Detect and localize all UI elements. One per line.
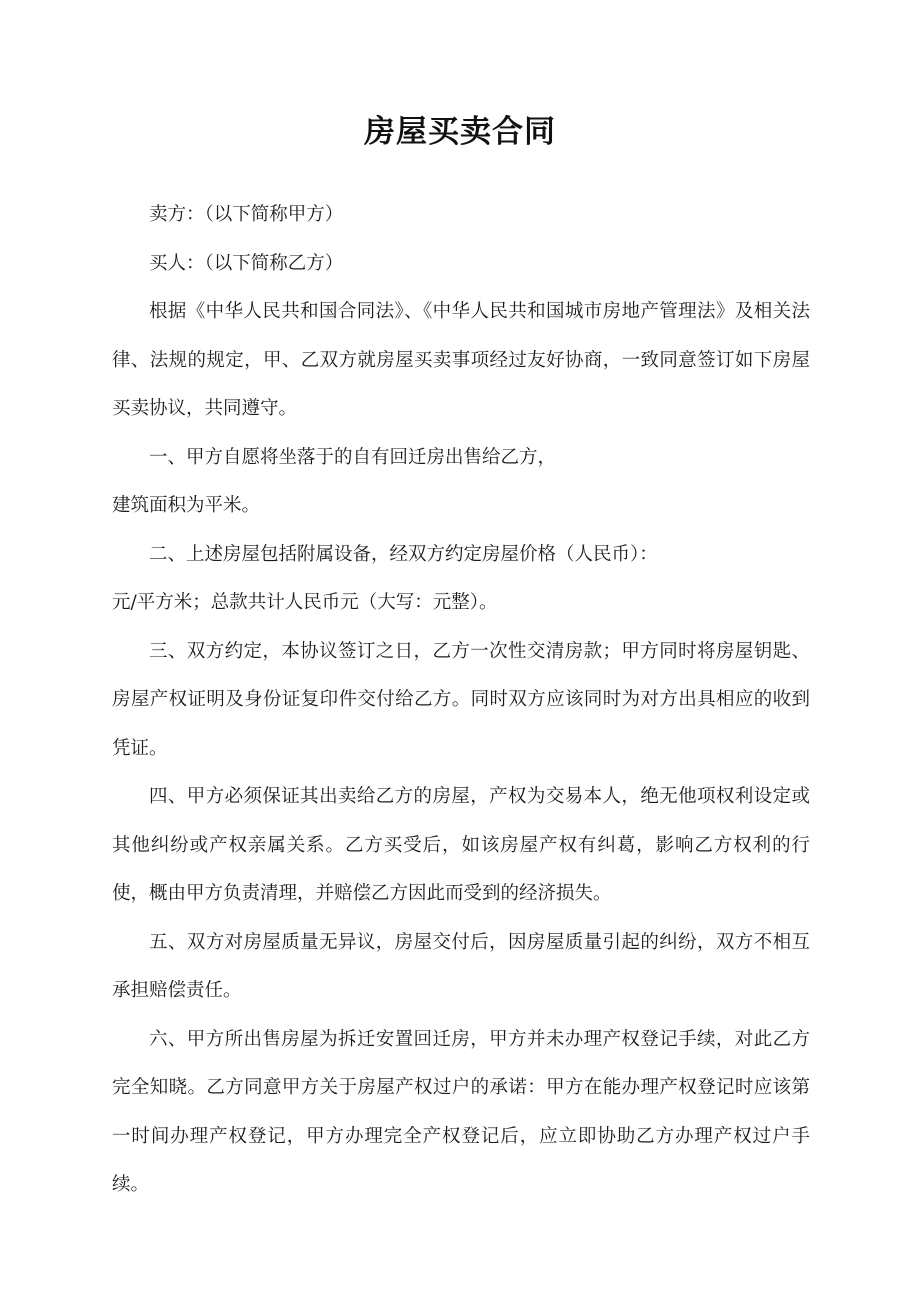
- paragraph-buyer: 买人：（以下简称乙方）: [149, 252, 344, 274]
- paragraph-preamble: 根据《中华人民共和国合同法》、《中华人民共和国城市房地产管理法》及相关法律、法规的规定，甲、乙双方就房屋买卖事项经过友好协商，一致同意签订如下房屋买卖协议，共同遵守。: [112, 301, 810, 419]
- paragraph-clause-2-price: 元/平方米；总款共计人民币元（大写：元整）。: [112, 592, 498, 613]
- paragraph-clause-2: 二、上述房屋包括附属设备，经双方约定房屋价格（人民币）：: [149, 543, 658, 565]
- paragraph-clause-3: 三、双方约定，本协议签订之日，乙方一次性交清房款；甲方同时将房屋钥匙、房屋产权证明及身份证复印件交付给乙方。同时双方应该同时为对方出具相应的收到凭证。: [112, 640, 810, 759]
- paragraph-clause-6: 六、甲方所出售房屋为拆迁安置回迁房，甲方并未办理产权登记手续，对此乙方完全知晓。乙方同意甲方关于房屋产权过户的承诺：甲方在能办理产权登记时应该第一时间办理产权登记，甲方办理完全产权登记后，应立即协助乙方办理产权过户手续。: [112, 1028, 810, 1195]
- paragraph-clause-5: 五、双方对房屋质量无异议，房屋交付后，因房屋质量引起的纠纷，双方不相互承担赔偿责任。: [112, 931, 810, 1001]
- paragraph-clause-4: 四、甲方必须保证其出卖给乙方的房屋，产权为交易本人，绝无他项权利设定或其他纠纷或产权亲属关系。乙方买受后，如该房屋产权有纠葛，影响乙方权利的行使，概由甲方负责清理，并赔偿乙方因此而受到的经济损失。: [112, 786, 810, 904]
- document-body: [112, 191, 810, 1210]
- document-title: 房屋买卖合同: [364, 114, 556, 150]
- paragraph-clause-1-area: 建筑面积为平米。: [112, 495, 261, 516]
- paragraph-clause-1: 一、甲方自愿将坐落于的自有回迁房出售给乙方，: [149, 446, 557, 468]
- paragraph-seller: 卖方：（以下简称甲方）: [149, 204, 344, 225]
